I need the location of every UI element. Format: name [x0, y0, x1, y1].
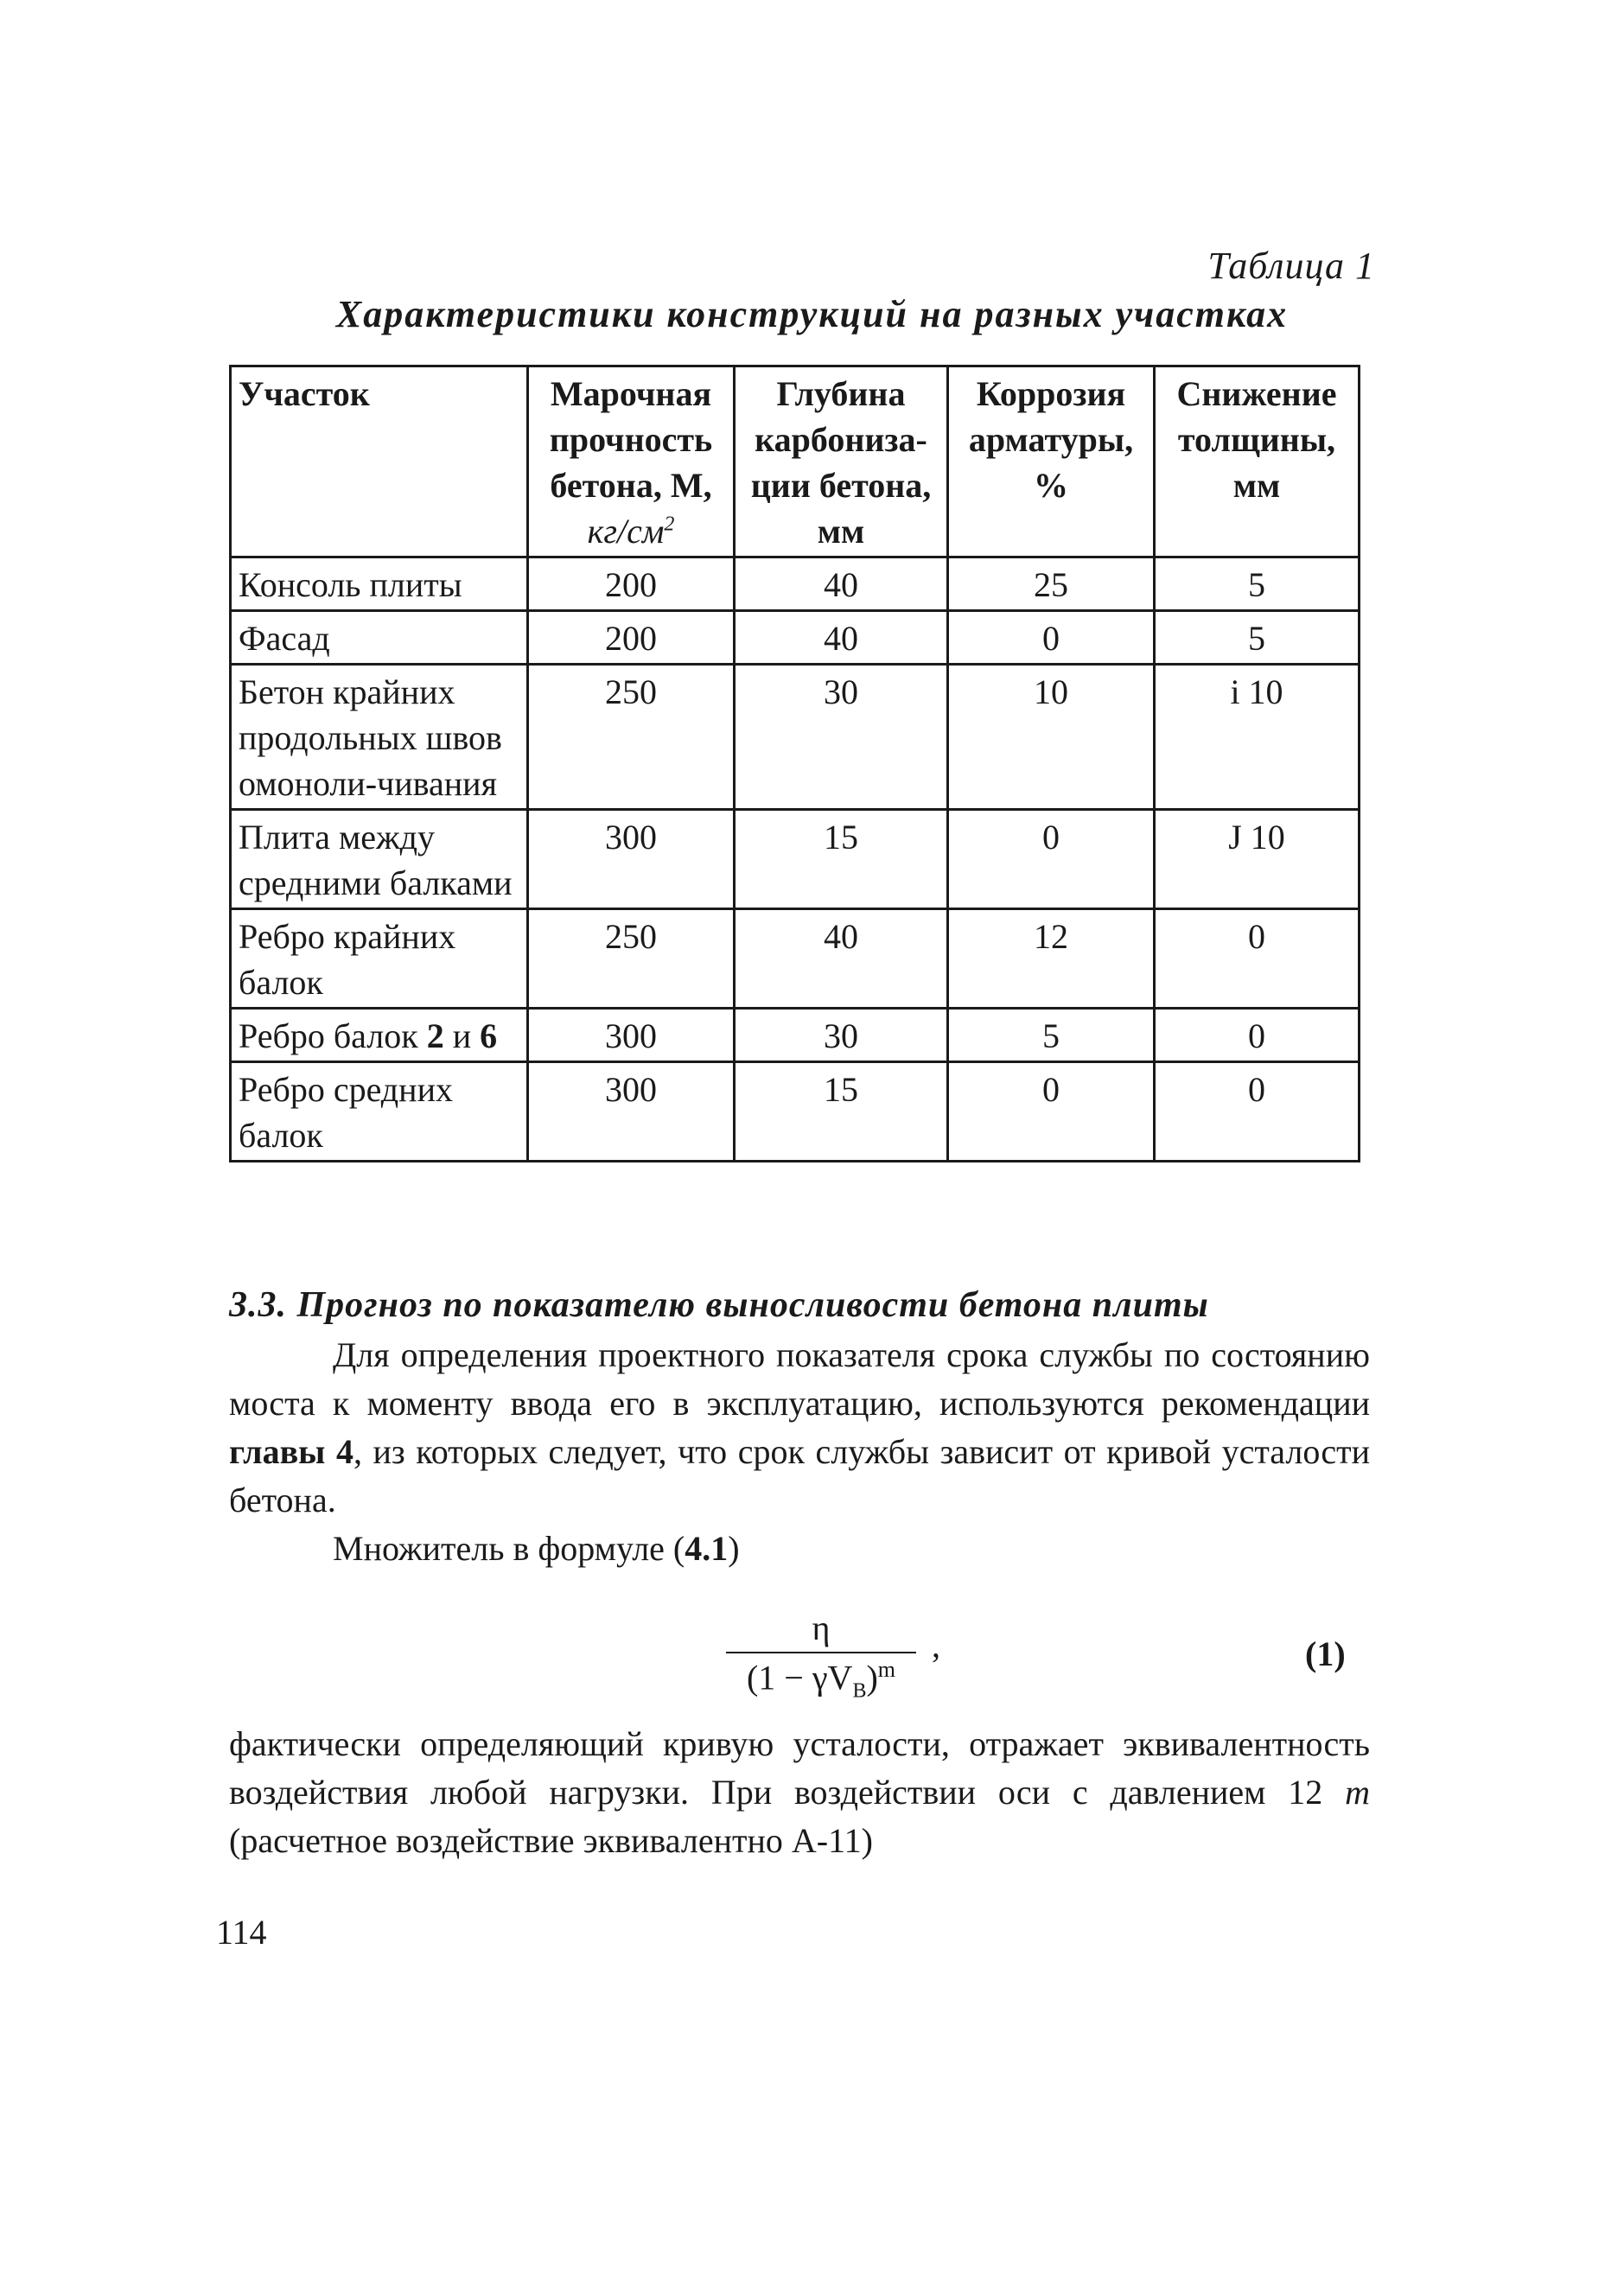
cell-depth: 40: [735, 611, 948, 665]
paragraph-3: [229, 1720, 1370, 1865]
cell-site: Бетон крайних продольных швов омоноли-чивания: [231, 665, 528, 810]
cell-strength: 300: [528, 1062, 735, 1162]
cell-corrosion: 12: [948, 909, 1155, 1009]
header-corrosion: Коррозия арматуры, %: [948, 366, 1155, 557]
cell-corrosion: 0: [948, 611, 1155, 665]
table-label: Таблица 1: [1207, 245, 1375, 287]
cell-site-mid: и: [443, 1016, 481, 1055]
formula-denominator: [709, 1653, 933, 1703]
cell-site: Ребро средних балок: [231, 1062, 528, 1162]
cell-thickness: 0: [1155, 1009, 1360, 1062]
cell-depth: 30: [735, 1009, 948, 1062]
table-title: Характеристики конструкций на разных участках: [335, 293, 1289, 335]
cell-strength: 200: [528, 611, 735, 665]
table-header-row: [231, 366, 1360, 557]
paragraph-1-b: , из которых следует, что срок службы зависит от кривой усталости бетона.: [229, 1432, 1370, 1519]
header-strength: [528, 366, 735, 557]
cell-strength: 200: [528, 557, 735, 611]
cell-strength: 250: [528, 665, 735, 810]
cell-strength: 300: [528, 1009, 735, 1062]
formula-subscript: B: [852, 1679, 867, 1703]
cell-site: [231, 1009, 528, 1062]
cell-thickness: i 10: [1155, 665, 1360, 810]
table-row: [231, 1009, 1360, 1062]
paragraph-2: [229, 1525, 1370, 1573]
cell-strength: 300: [528, 810, 735, 909]
paragraph-3-a: фактически определяющий кривую усталости, отражает эквивалентность воздействия любой нагрузки. При воздействии оси с давлением 12: [229, 1724, 1370, 1812]
cell-depth: 40: [735, 909, 948, 1009]
formula-exponent: m: [877, 1657, 896, 1682]
header-site: Участок: [231, 366, 528, 557]
paragraph-2-a: Множитель в формуле (: [333, 1529, 685, 1568]
formula-numerator: η: [726, 1608, 916, 1653]
cell-depth: 30: [735, 665, 948, 810]
paragraph-3-italic: т: [1345, 1773, 1370, 1812]
formula-denominator-text: (1 − γV: [746, 1658, 853, 1697]
formula-comma: ,: [932, 1626, 940, 1665]
cell-corrosion: 5: [948, 1009, 1155, 1062]
header-strength-main: Марочная прочность бетона, М,: [549, 374, 713, 505]
cell-corrosion: 25: [948, 557, 1155, 611]
formula-denominator-close: ): [866, 1658, 878, 1697]
table-row: [231, 1062, 1360, 1162]
cell-corrosion: 0: [948, 810, 1155, 909]
cell-depth: 15: [735, 1062, 948, 1162]
cell-corrosion: 10: [948, 665, 1155, 810]
cell-site: Консоль плиты: [231, 557, 528, 611]
cell-site: Фасад: [231, 611, 528, 665]
characteristics-table: [229, 365, 1360, 1162]
cell-site-bold-2: 6: [480, 1016, 498, 1055]
paragraph-1-a: Для определения проектного показателя срока службы по состоянию моста к моменту ввода его в эксплуатацию, используются рекомендации: [229, 1335, 1370, 1423]
section-heading: 3.3. Прогноз по показателю выносливости бетона плиты: [229, 1285, 1209, 1325]
cell-depth: 40: [735, 557, 948, 611]
header-thickness: Снижение толщины, мм: [1155, 366, 1360, 557]
formula: [709, 1608, 933, 1703]
cell-site-bold-1: 2: [426, 1016, 444, 1055]
paragraph-2-b: ): [728, 1529, 740, 1568]
cell-thickness: J 10: [1155, 810, 1360, 909]
cell-thickness: 5: [1155, 611, 1360, 665]
table-row: [231, 909, 1360, 1009]
paragraph-3-b: (расчетное воздействие эквивалентно А-11): [229, 1821, 873, 1860]
formula-number: (1): [1305, 1634, 1346, 1673]
paragraph-2-bold: 4.1: [685, 1529, 729, 1568]
cell-thickness: 0: [1155, 1062, 1360, 1162]
table-row: [231, 557, 1360, 611]
header-depth: Глубина карбониза-ции бетона, мм: [735, 366, 948, 557]
table-row: [231, 810, 1360, 909]
cell-corrosion: 0: [948, 1062, 1155, 1162]
header-strength-unit: кг/см: [587, 512, 665, 551]
paragraph-1: [229, 1331, 1370, 1525]
paragraph-1-bold: главы 4: [229, 1432, 353, 1471]
header-strength-unit-sup: 2: [664, 513, 675, 536]
cell-depth: 15: [735, 810, 948, 909]
table-row: [231, 611, 1360, 665]
cell-site: Плита между средними балками: [231, 810, 528, 909]
cell-thickness: 0: [1155, 909, 1360, 1009]
cell-site-pre: Ребро балок: [239, 1016, 427, 1055]
cell-strength: 250: [528, 909, 735, 1009]
page-number: 114: [216, 1913, 267, 1952]
cell-thickness: 5: [1155, 557, 1360, 611]
table-row: [231, 665, 1360, 810]
cell-site: Ребро крайних балок: [231, 909, 528, 1009]
